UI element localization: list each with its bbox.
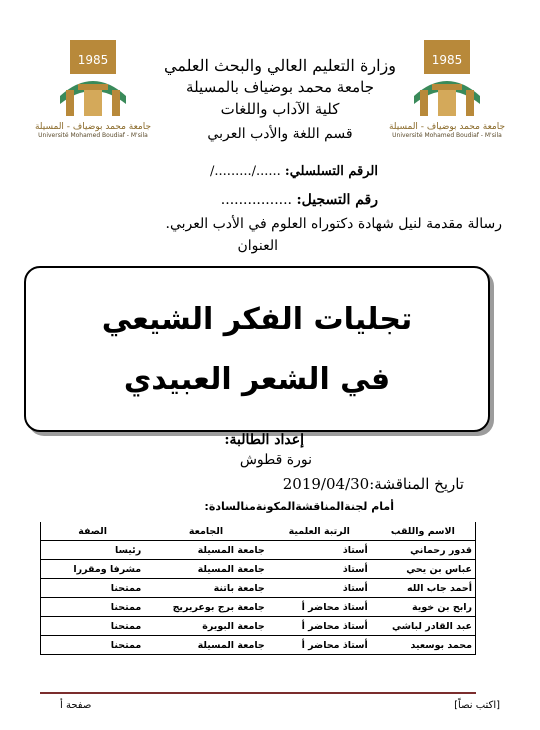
student-name: نورة قطوش [239,452,312,468]
jury-rank: أستاذ محاضر أ [268,617,371,636]
table-row [41,560,476,579]
jury-university: جامعة المسيلة [144,636,268,655]
footer-divider [40,692,476,694]
jury-role: مشرفا ومقررا [41,560,145,579]
thesis-title-line-2: في الشعر العبيدي [123,362,391,397]
registration-number [221,192,378,208]
prepared-by-label: إعداد الطالبة: [224,432,304,448]
page-number: صفحة أ [60,700,92,711]
header-university: الجامعة [144,522,268,541]
table-row [41,636,476,655]
jury-table-header [41,522,476,541]
table-row [41,541,476,560]
jury-rank: أستاذ محاضر أ [268,636,371,655]
registration-label: رقم التسجيل: [296,192,378,208]
registration-value: ................ [220,192,292,208]
title-label: العنوان [237,238,278,254]
jury-university: جامعة المسيلة [144,541,268,560]
defense-date-value: 2019/04/30 [282,475,370,493]
jury-role: ممتحنا [41,617,145,636]
defense-date [283,475,464,493]
jury-rank: أستاذ [268,579,371,598]
header-role: الصفة [41,522,145,541]
jury-role: ممتحنا [41,598,145,617]
department-name: قسم اللغة والأدب العربي [207,126,353,142]
jury-name: محمد بوسعيد [371,636,476,655]
jury-name: عباس بن يحي [371,560,476,579]
serial-value: ....../........./ [210,164,281,179]
logo-year: 1985 [431,53,463,67]
table-row [41,579,476,598]
jury-university: جامعة باتنة [144,579,268,598]
logo-name-french: Université Mohamed Boudiaf - M'sila [38,132,148,139]
jury-name: عبد القادر لباشي [371,617,476,636]
university-emblem-icon [54,40,132,120]
header-rank: الرتبة العلمية [268,522,371,541]
footer-placeholder[interactable]: [اكتب نصاً] [454,700,500,711]
header-name: الاسم واللقب [371,522,476,541]
thesis-statement: رسالة مقدمة لنيل شهادة دكتوراه العلوم في الأدب العربي. [165,216,502,232]
jury-role: رئيسا [41,541,145,560]
table-row [41,598,476,617]
defense-date-label: تاريخ المناقشة: [369,475,464,493]
jury-university: جامعة المسيلة [144,560,268,579]
logo-name-arabic: جامعة محمد بوضياف - المسيلة [388,122,506,132]
serial-label: الرقم التسلسلي: [284,164,378,179]
logo-year: 1985 [77,53,109,67]
jury-table [40,522,476,655]
jury-university: جامعة برج بوعريريج [144,598,268,617]
serial-number [210,164,378,179]
thesis-title-box [24,266,490,432]
jury-role: ممتحنا [41,579,145,598]
jury-role: ممتحنا [41,636,145,655]
jury-name: أحمد جاب الله [371,579,476,598]
table-row [41,617,476,636]
jury-university: جامعة البويرة [144,617,268,636]
university-name: جامعة محمد بوضياف بالمسيلة [186,78,374,96]
jury-rank: أستاذ [268,541,371,560]
thesis-title-line-1: تجليات الفكر الشيعي [101,302,413,337]
jury-rank: أستاذ محاضر أ [268,598,371,617]
logo-name-french: Université Mohamed Boudiaf - M'sila [392,132,502,139]
faculty-name: كلية الآداب واللغات [220,100,340,118]
committee-heading: أمام لجنةالمناقشةالمكونةمنالسادة: [204,500,394,513]
jury-rank: أستاذ [268,560,371,579]
ministry-name: وزارة التعليم العالي والبحث العلمي [164,56,396,75]
jury-name: قدور رحماني [371,541,476,560]
jury-name: رابح بن خوية [371,598,476,617]
logo-name-arabic: جامعة محمد بوضياف - المسيلة [34,122,152,132]
